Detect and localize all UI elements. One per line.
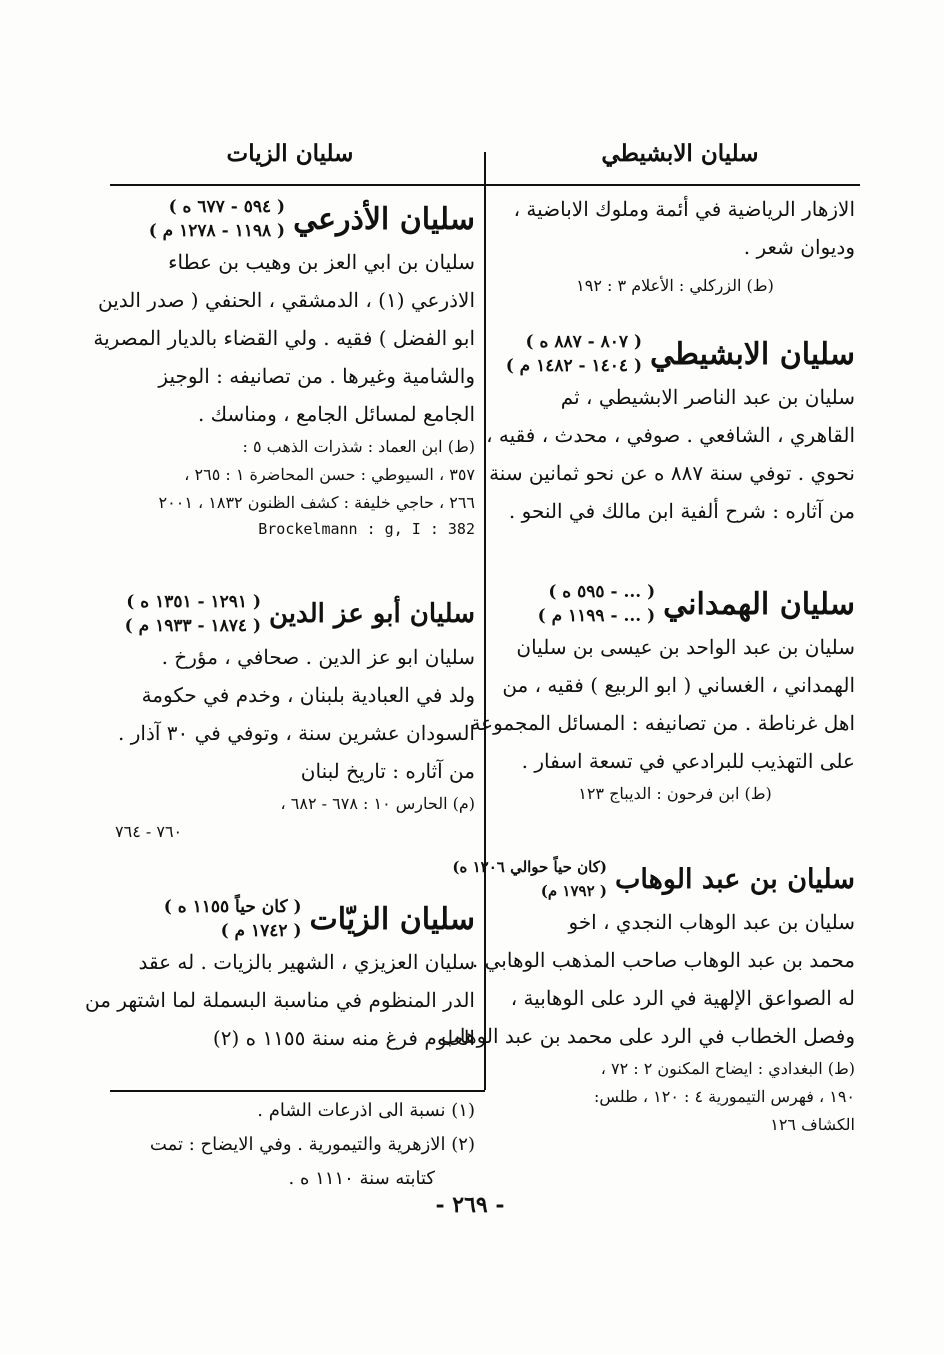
body-line: محمد بن عبد الوهاب صاحب المذهب الوهابي . — [471, 948, 855, 972]
source-line: ٣٥٧ ، السيوطي : حسن المحاضرة ١ : ٢٦٥ ، — [184, 465, 475, 484]
body-line: الهمداني ، الغساني ( ابو الربيع ) فقيه ، من — [502, 673, 855, 697]
entry-heading — [115, 895, 475, 943]
footnote-2-continuation: كتابته سنة ١١١٠ ه . — [288, 1168, 435, 1189]
source-line: (ط) الزركلي : الأعلام ٣ : ١٩٢ — [576, 276, 774, 295]
source-line: (ط) ابن فرحون : الديباج ١٢٣ — [578, 784, 772, 803]
entry-dates — [149, 195, 285, 243]
date-hijri: ( كان حياً ١١٥٥ ه ) — [163, 897, 302, 917]
entry-heading — [115, 195, 475, 243]
footnote-2: (٢) الازهرية والتيمورية . وفي الايضاح : تمت — [149, 1134, 475, 1155]
body-line: سليان بن عبد الناصر الابشيطي ، ثم — [560, 385, 855, 409]
date-gregorian: ( ١٧٤٢ م ) — [220, 921, 302, 941]
running-header-right: سليان الابشيطي — [601, 140, 759, 167]
left-column — [85, 190, 475, 1090]
entry-ibn-abd-al-wahhab — [441, 855, 855, 1139]
body-line: على التهذيب للبرادعي في تسعة اسفار . — [521, 749, 855, 773]
entry-heading — [115, 590, 475, 638]
date-gregorian: ( ١٨٧٤ - ١٩٣٣ م ) — [124, 616, 262, 636]
date-gregorian: ( ١٧٩٢ م) — [540, 882, 607, 900]
body-line: سليان بن عبد الوهاب النجدي ، اخو — [568, 910, 855, 934]
date-hijri: ( ١٢٩١ - ١٣٥١ ه ) — [126, 592, 262, 612]
date-hijri: ( ٨٠٧ - ٨٨٧ ه ) — [525, 332, 643, 352]
entry-name: سليان الأذرعي — [293, 201, 475, 237]
body-line: الازهار الرياضية في أئمة وملوك الاباضية ، — [513, 197, 855, 221]
entry-abu-izz-al-din — [115, 590, 475, 846]
body-line: نحوي . توفي سنة ٨٨٧ ه عن نحو ثمانين سنة — [489, 461, 855, 485]
date-hijri: (كان حياً حوالي ١٢٠٦ ه) — [452, 858, 607, 876]
entry-hamdani — [470, 580, 855, 808]
source-line: ٢٦٦ ، حاجي خليفة : كشف الظنون ١٨٣٢ ، ٢٠٠١ — [158, 493, 475, 512]
entry-heading — [452, 855, 855, 903]
entry-name: سليان بن عبد الوهاب — [614, 863, 855, 895]
date-gregorian: ( ... - ١١٩٩ م ) — [537, 606, 656, 626]
body-line: وديوان شعر . — [743, 235, 855, 259]
page-number: - ٢٦٩ - — [435, 1192, 505, 1218]
body-line: سليان ابو عز الدين . صحافي ، مؤرخ . — [161, 645, 475, 669]
source-line: (م) الحارس ١٠ : ٦٧٨ - ٦٨٢ ، — [280, 794, 475, 813]
entry-zayyat — [85, 895, 475, 1057]
entry-name: سليان الهمداني — [663, 586, 855, 622]
body-line: من آثاره : شرح ألفية ابن مالك في النحو . — [508, 499, 855, 523]
source-line: ٧٦٠ - ٧٦٤ — [115, 822, 183, 841]
right-column — [441, 190, 855, 1134]
entry-adhraii — [93, 195, 475, 541]
footnote-rule — [110, 1090, 485, 1092]
body-line: سليان العزيزي ، الشهير بالزيات . له عقد — [138, 950, 475, 974]
entry-dates — [452, 855, 607, 903]
date-hijri: ( ... - ٥٩٥ ه ) — [548, 582, 656, 602]
body-line: سليان بن عبد الواحد بن عيسى بن سليان — [516, 635, 855, 659]
date-gregorian: ( ١٤٠٤ - ١٤٨٢ م ) — [505, 356, 643, 376]
body-line: العلوم فرغ منه سنة ١١٥٥ ه (٢) — [212, 1026, 475, 1050]
right-intro — [495, 190, 855, 300]
source-line: الكشاف ١٢٦ — [770, 1115, 855, 1134]
body-line: والشامية وغيرها . من تصانيفه : الوجيز — [158, 364, 475, 388]
entry-ibshiti — [486, 330, 855, 530]
body-line: له الصواعق الإلهية في الرد على الوهابية ، — [510, 986, 855, 1010]
entry-dates — [538, 580, 656, 628]
source-line: (ط) ابن العماد : شذرات الذهب ٥ : — [242, 437, 475, 456]
entry-name: سليان أبو عز الدين — [269, 599, 475, 629]
body-line: ولد في العبادية بلبنان ، وخدم في حكومة — [141, 683, 475, 707]
entry-name: سليان الابشيطي — [650, 336, 855, 372]
body-line: الدر المنظوم في مناسبة البسملة لما اشتهر من — [85, 988, 475, 1012]
footnote-1: (١) نسبة الى اذرعات الشام . — [257, 1100, 475, 1121]
body-line: اهل غرناطة . من تصانيفه : المسائل المجموعة — [470, 711, 855, 735]
entry-name: سليان الزيّات — [309, 901, 475, 937]
entry-heading — [495, 580, 855, 628]
source-line: ١٩٠ ، فهرس التيمورية ٤ : ١٢٠ ، طلس: — [593, 1087, 855, 1106]
footnotes — [115, 1094, 475, 1196]
body-line: من آثاره : تاريخ لبنان — [300, 759, 475, 783]
source-line: (ط) البغدادي : ايضاح المكنون ٢ : ٧٢ ، — [600, 1059, 855, 1078]
entry-dates — [125, 590, 261, 638]
body-line: ابو الفضل ) فقيه . ولي القضاء بالديار المصرية — [93, 326, 475, 350]
running-header-left: سليان الزيات — [226, 140, 354, 167]
date-gregorian: ( ١١٩٨ - ١٢٧٨ م ) — [148, 221, 286, 241]
entry-heading — [495, 330, 855, 378]
entry-dates — [506, 330, 642, 378]
body-line: الجامع لمسائل الجامع ، ومناسك . — [197, 402, 475, 426]
body-line: الاذرعي (١) ، الدمشقي ، الحنفي ( صدر الدين — [97, 288, 475, 312]
body-line: سليان بن ابي العز بن وهيب بن عطاء — [168, 250, 475, 274]
latin-source-line: Brockelmann : g, I : 382 — [258, 520, 475, 538]
body-line: القاهري ، الشافعي . صوفي ، محدث ، فقيه ، — [486, 423, 855, 447]
date-hijri: ( ٥٩٤ - ٦٧٧ ه ) — [168, 197, 286, 217]
body-line: السودان عشرين سنة ، وتوفي في ٣٠ آذار . — [118, 721, 475, 745]
body-line: وفصل الخطاب في الرد على محمد بن عبد الوهاب — [441, 1024, 855, 1048]
entry-dates — [164, 895, 302, 943]
